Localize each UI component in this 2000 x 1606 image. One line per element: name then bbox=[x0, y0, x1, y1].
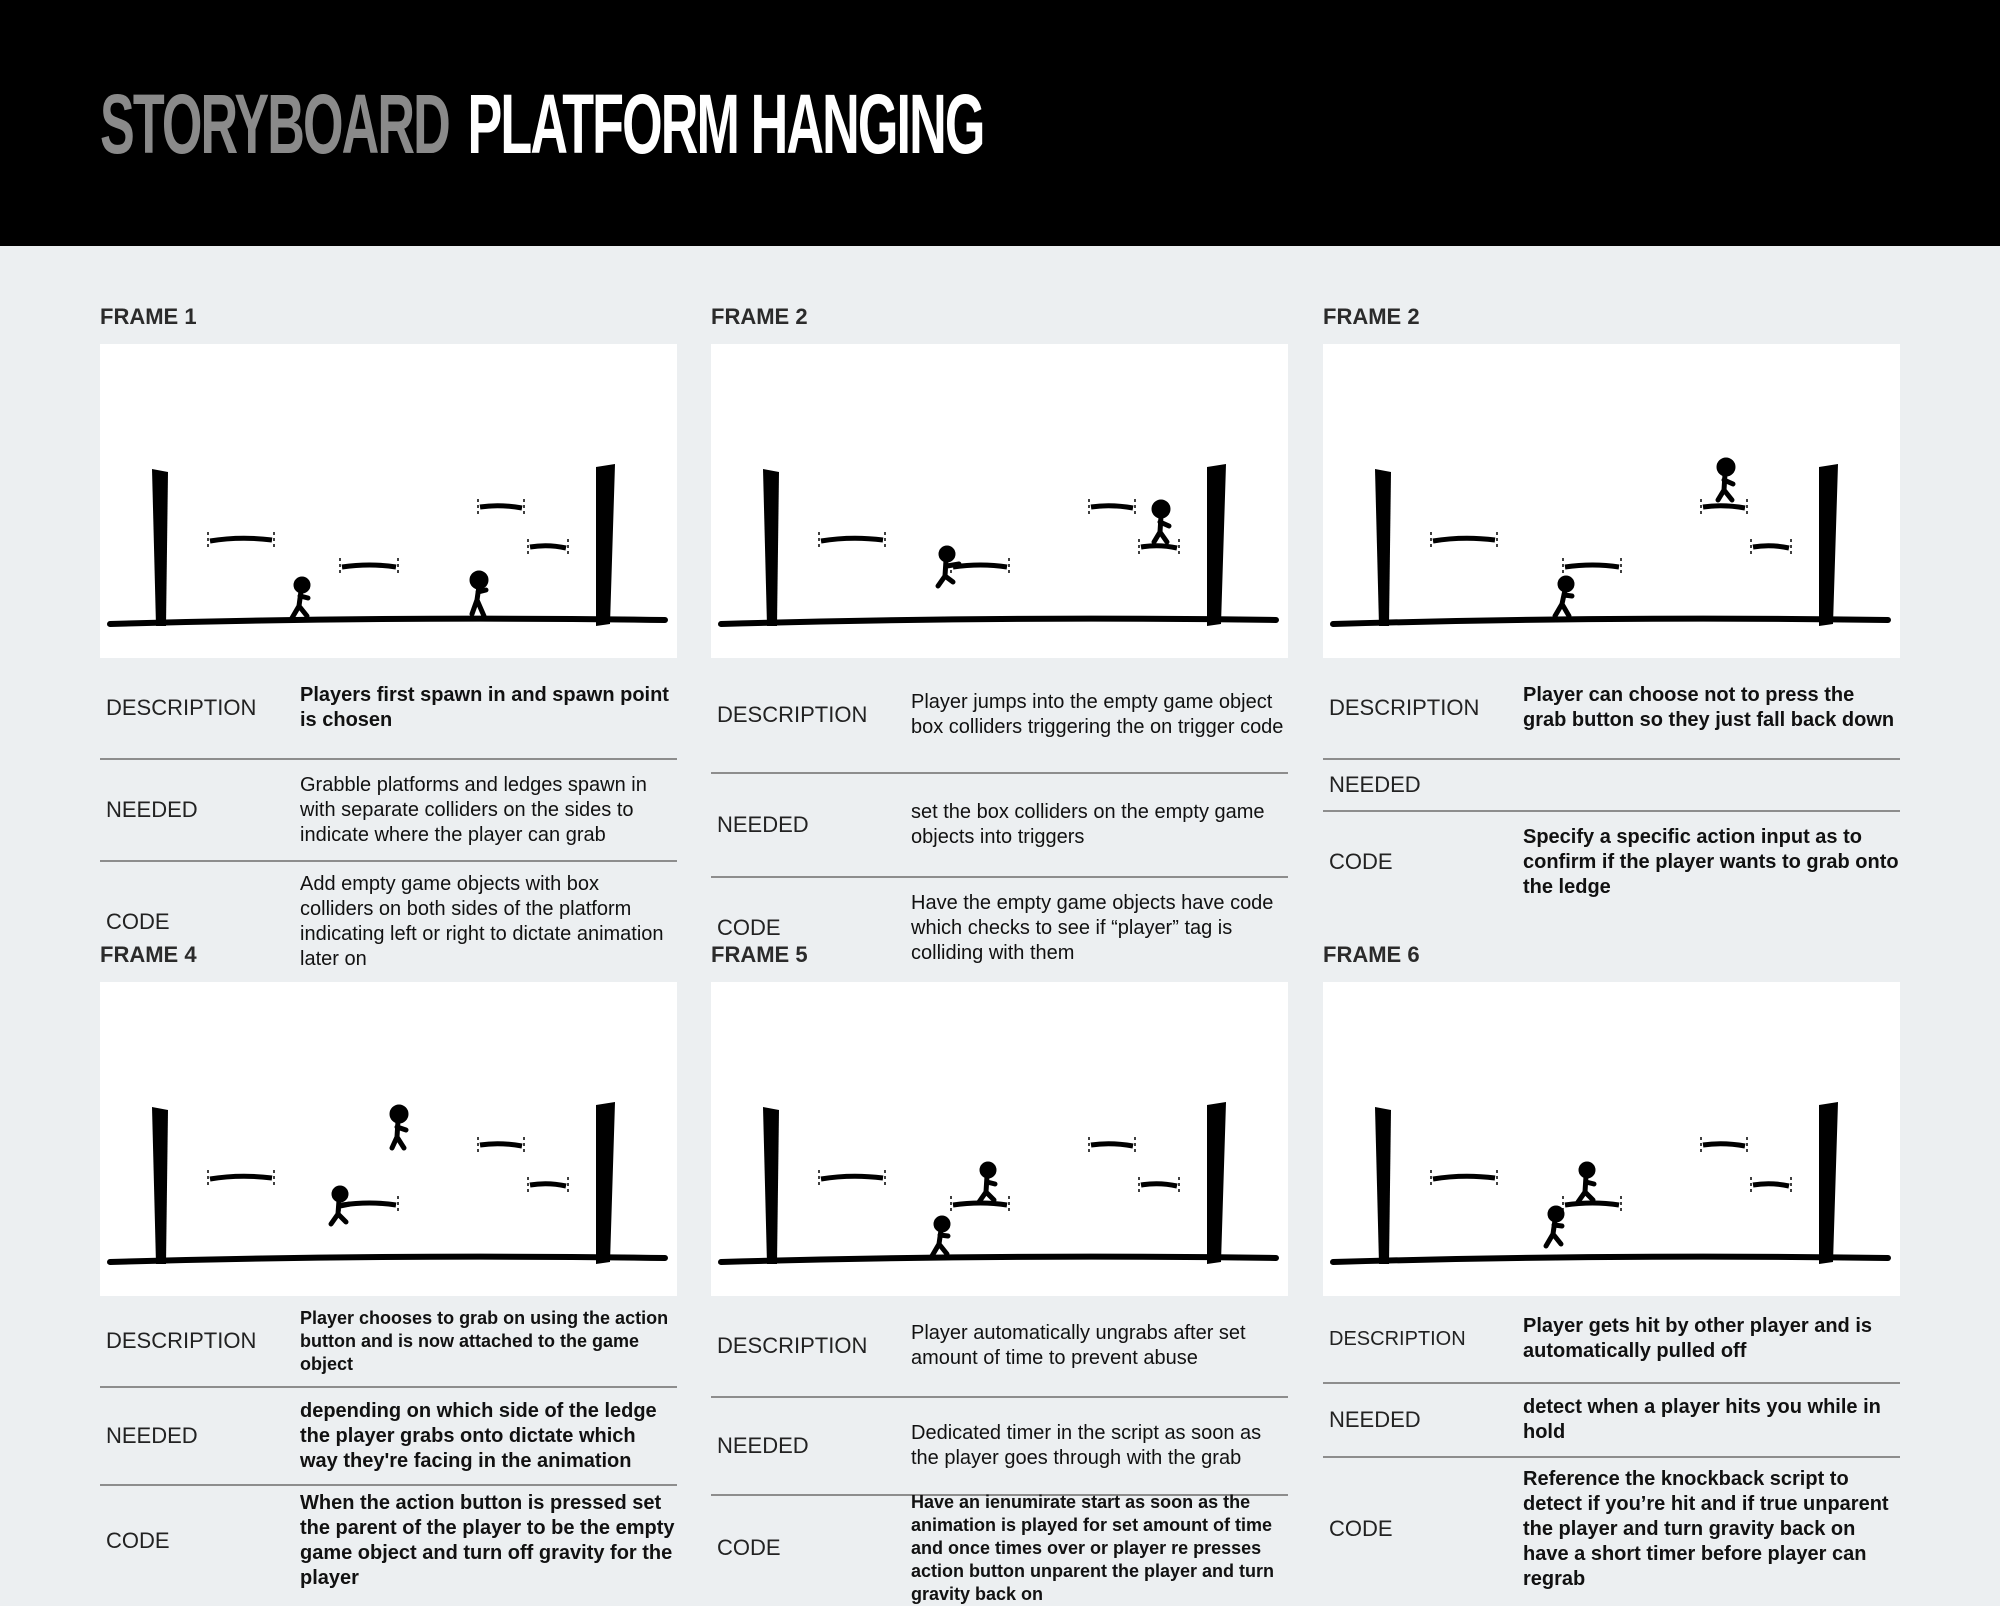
code-text: Have an ienumirate start as soon as the animation is played for set amount of time and once times over or player re presses action button unparent the player and turn gravity back on bbox=[911, 1491, 1275, 1604]
frame-sketch bbox=[711, 982, 1288, 1296]
frame-sketch bbox=[711, 344, 1288, 658]
code-row bbox=[100, 1486, 677, 1596]
description-row bbox=[711, 658, 1288, 774]
needed-row bbox=[100, 760, 677, 862]
description-row bbox=[100, 1296, 677, 1388]
code-text: When the action button is pressed set the parent of the player to be the empty game object and turn off gravity for the player bbox=[300, 1492, 675, 1589]
code-label: CODE bbox=[1329, 1516, 1393, 1541]
description-label: DESCRIPTION bbox=[106, 1328, 257, 1353]
page-title bbox=[100, 72, 984, 177]
sketch-drawing bbox=[1323, 982, 1900, 1296]
frame-6 bbox=[1323, 942, 1903, 1600]
frame-label: FRAME 4 bbox=[100, 942, 197, 967]
frame-label: FRAME 6 bbox=[1323, 942, 1420, 967]
code-label: CODE bbox=[717, 1535, 781, 1560]
description-text: Player jumps into the empty game object box colliders triggering the on trigger code bbox=[911, 691, 1284, 738]
description-label: DESCRIPTION bbox=[717, 702, 868, 727]
needed-row bbox=[711, 774, 1288, 878]
description-label: DESCRIPTION bbox=[1329, 695, 1480, 720]
frame-label: FRAME 1 bbox=[100, 304, 197, 329]
description-text: Player can choose not to press the grab button so they just fall back down bbox=[1523, 684, 1895, 731]
needed-label: NEEDED bbox=[1329, 1407, 1421, 1432]
needed-text: depending on which side of the ledge the player grabs onto dictate which way they're facing in the animation bbox=[300, 1399, 657, 1472]
needed-label: NEEDED bbox=[106, 797, 198, 822]
frame-1 bbox=[100, 304, 680, 984]
description-label: DESCRIPTION bbox=[717, 1333, 868, 1358]
description-text: Players first spawn in and spawn point is chosen bbox=[300, 684, 669, 731]
description-row bbox=[1323, 1296, 1900, 1384]
code-row bbox=[1323, 1458, 1900, 1600]
sketch-drawing bbox=[711, 344, 1288, 658]
frame-4 bbox=[100, 942, 680, 1600]
frame-sketch bbox=[1323, 344, 1900, 658]
needed-row bbox=[1323, 760, 1900, 812]
frame-2 bbox=[711, 304, 1291, 984]
frame-label: FRAME 5 bbox=[711, 942, 808, 967]
needed-label: NEEDED bbox=[717, 1433, 809, 1458]
title-main: PLATFORM HANGING bbox=[467, 77, 984, 171]
frame-sketch bbox=[1323, 982, 1900, 1296]
needed-row bbox=[711, 1398, 1288, 1496]
code-row bbox=[1323, 812, 1900, 912]
sketch-drawing bbox=[1323, 344, 1900, 658]
title-prefix: STORYBOARD bbox=[100, 77, 449, 171]
code-text: Add empty game objects with box colliders on both sides of the platform indicating left or right to dictate animation later on bbox=[300, 873, 664, 970]
needed-label: NEEDED bbox=[1329, 772, 1421, 797]
code-label: CODE bbox=[106, 909, 170, 934]
frame-3 bbox=[1323, 304, 1903, 984]
description-text: Player chooses to grab on using the action button and is now attached to the game object bbox=[300, 1307, 669, 1374]
description-row bbox=[100, 658, 677, 760]
needed-text: detect when a player hits you while in hold bbox=[1523, 1396, 1881, 1443]
description-label: DESCRIPTION bbox=[1329, 1327, 1466, 1350]
frame-label: FRAME 2 bbox=[1323, 304, 1420, 329]
code-text: Reference the knockback script to detect if you’re hit and if true unparent the player and turn gravity back on have a short timer before player can regrab bbox=[1523, 1467, 1889, 1590]
needed-text: set the box colliders on the empty game objects into triggers bbox=[911, 801, 1265, 848]
sketch-drawing bbox=[711, 982, 1288, 1296]
code-label: CODE bbox=[717, 915, 781, 940]
needed-text: Grabble platforms and ledges spawn in with separate colliders on the sides to indicate where the player can grab bbox=[300, 773, 647, 846]
sketch-drawing bbox=[100, 344, 677, 658]
needed-row bbox=[1323, 1384, 1900, 1458]
needed-label: NEEDED bbox=[106, 1423, 198, 1448]
description-label: DESCRIPTION bbox=[106, 695, 257, 720]
needed-text: Dedicated timer in the script as soon as the player goes through with the grab bbox=[911, 1422, 1262, 1469]
code-text: Have the empty game objects have code which checks to see if “player” tag is colliding with them bbox=[911, 891, 1274, 964]
needed-row bbox=[100, 1388, 677, 1486]
description-text: Player automatically ungrabs after set amount of time to prevent abuse bbox=[911, 1322, 1246, 1369]
sketch-drawing bbox=[100, 982, 677, 1296]
description-text: Player gets hit by other player and is automatically pulled off bbox=[1523, 1315, 1873, 1362]
frame-label: FRAME 2 bbox=[711, 304, 808, 329]
frame-sketch bbox=[100, 344, 677, 658]
description-row bbox=[1323, 658, 1900, 760]
frame-5 bbox=[711, 942, 1291, 1604]
code-text: Specify a specific action input as to confirm if the player wants to grab onto the ledge bbox=[1523, 825, 1899, 898]
frame-sketch bbox=[100, 982, 677, 1296]
needed-label: NEEDED bbox=[717, 812, 809, 837]
description-row bbox=[711, 1296, 1288, 1398]
code-row bbox=[711, 1491, 1288, 1604]
header-bar bbox=[0, 0, 2000, 246]
code-label: CODE bbox=[106, 1528, 170, 1553]
code-label: CODE bbox=[1329, 849, 1393, 874]
